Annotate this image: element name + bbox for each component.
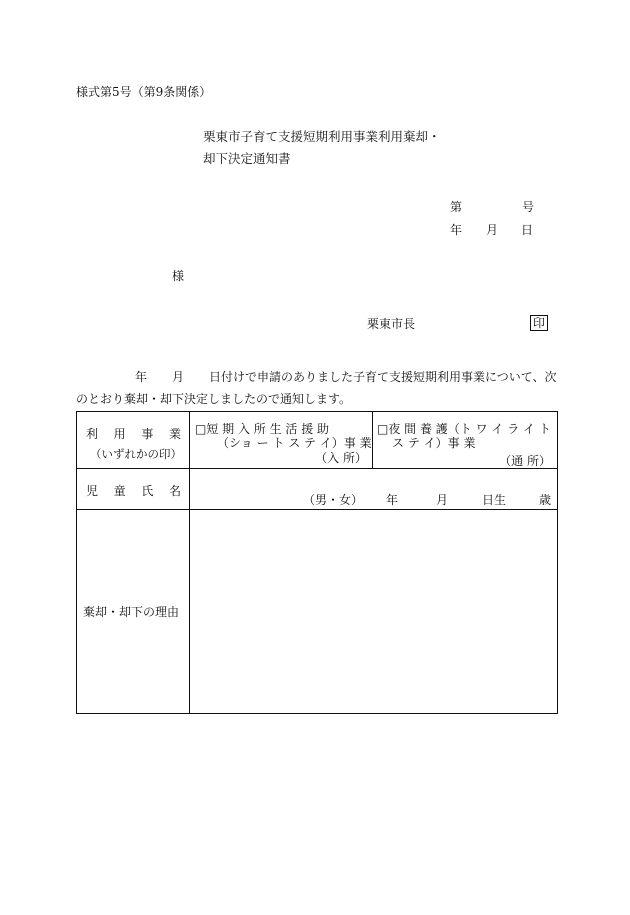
addressee-suffix: 様	[172, 269, 185, 283]
option-twilight-cell[interactable]	[373, 412, 558, 469]
seal-mark: 印	[530, 315, 548, 331]
child-name-label: 児 童 氏 名	[86, 484, 181, 498]
birth-month-label: 月	[436, 493, 449, 507]
birth-day-label: 日生	[482, 493, 507, 507]
body-line1: 日付けで申請のありました子育て支援短期利用事業について、次	[209, 370, 557, 384]
document-title-line1: 栗東市子育て支援短期利用事業利用棄却・	[203, 129, 441, 144]
option-shortstay-cell[interactable]	[190, 412, 373, 469]
body-line2: のとおり棄却・却下決定しましたので通知します。	[76, 392, 352, 406]
option-shortstay-note: （入 所）	[315, 451, 367, 465]
document-title-line2: 却下決定通知書	[203, 151, 291, 166]
doc-number-dai: 第	[450, 200, 463, 214]
reason-label-cell	[77, 510, 190, 714]
doc-number-go: 号	[522, 200, 535, 214]
option-twilight-line2: ス テ イ）事 業	[392, 436, 476, 450]
sender-title: 栗東市長	[367, 317, 416, 331]
option-twilight-line1[interactable]: □夜 間 養 護（ト ワ イ ラ イ ト	[377, 422, 551, 436]
option-shortstay-line2: （ショ ー ト ス テ イ）事 業	[217, 436, 372, 450]
service-label-main: 利 用 事 業	[86, 427, 181, 441]
reason-content-cell[interactable]	[190, 510, 558, 714]
date-year: 年	[450, 223, 463, 237]
service-label-cell	[77, 412, 190, 469]
body-nen: 年	[135, 370, 148, 384]
reason-label: 棄却・却下の理由	[83, 605, 180, 619]
date-month: 月	[486, 223, 499, 237]
notice-table	[76, 411, 558, 714]
gender-choice[interactable]: （男・女）	[303, 493, 364, 507]
body-tsuki: 月	[172, 370, 185, 384]
child-info-cell[interactable]	[190, 469, 558, 510]
date-day: 日	[521, 223, 534, 237]
service-label-sub: （いずれかの印）	[90, 447, 182, 461]
age-label: 歳	[539, 493, 552, 507]
form-number: 様式第5号（第9条関係）	[76, 85, 212, 99]
option-twilight-note: （通 所）	[499, 454, 551, 468]
option-shortstay-line1[interactable]: □短 期 入 所 生 活 援 助	[195, 422, 330, 436]
birth-year-label: 年	[386, 493, 399, 507]
child-name-label-cell	[77, 469, 190, 510]
